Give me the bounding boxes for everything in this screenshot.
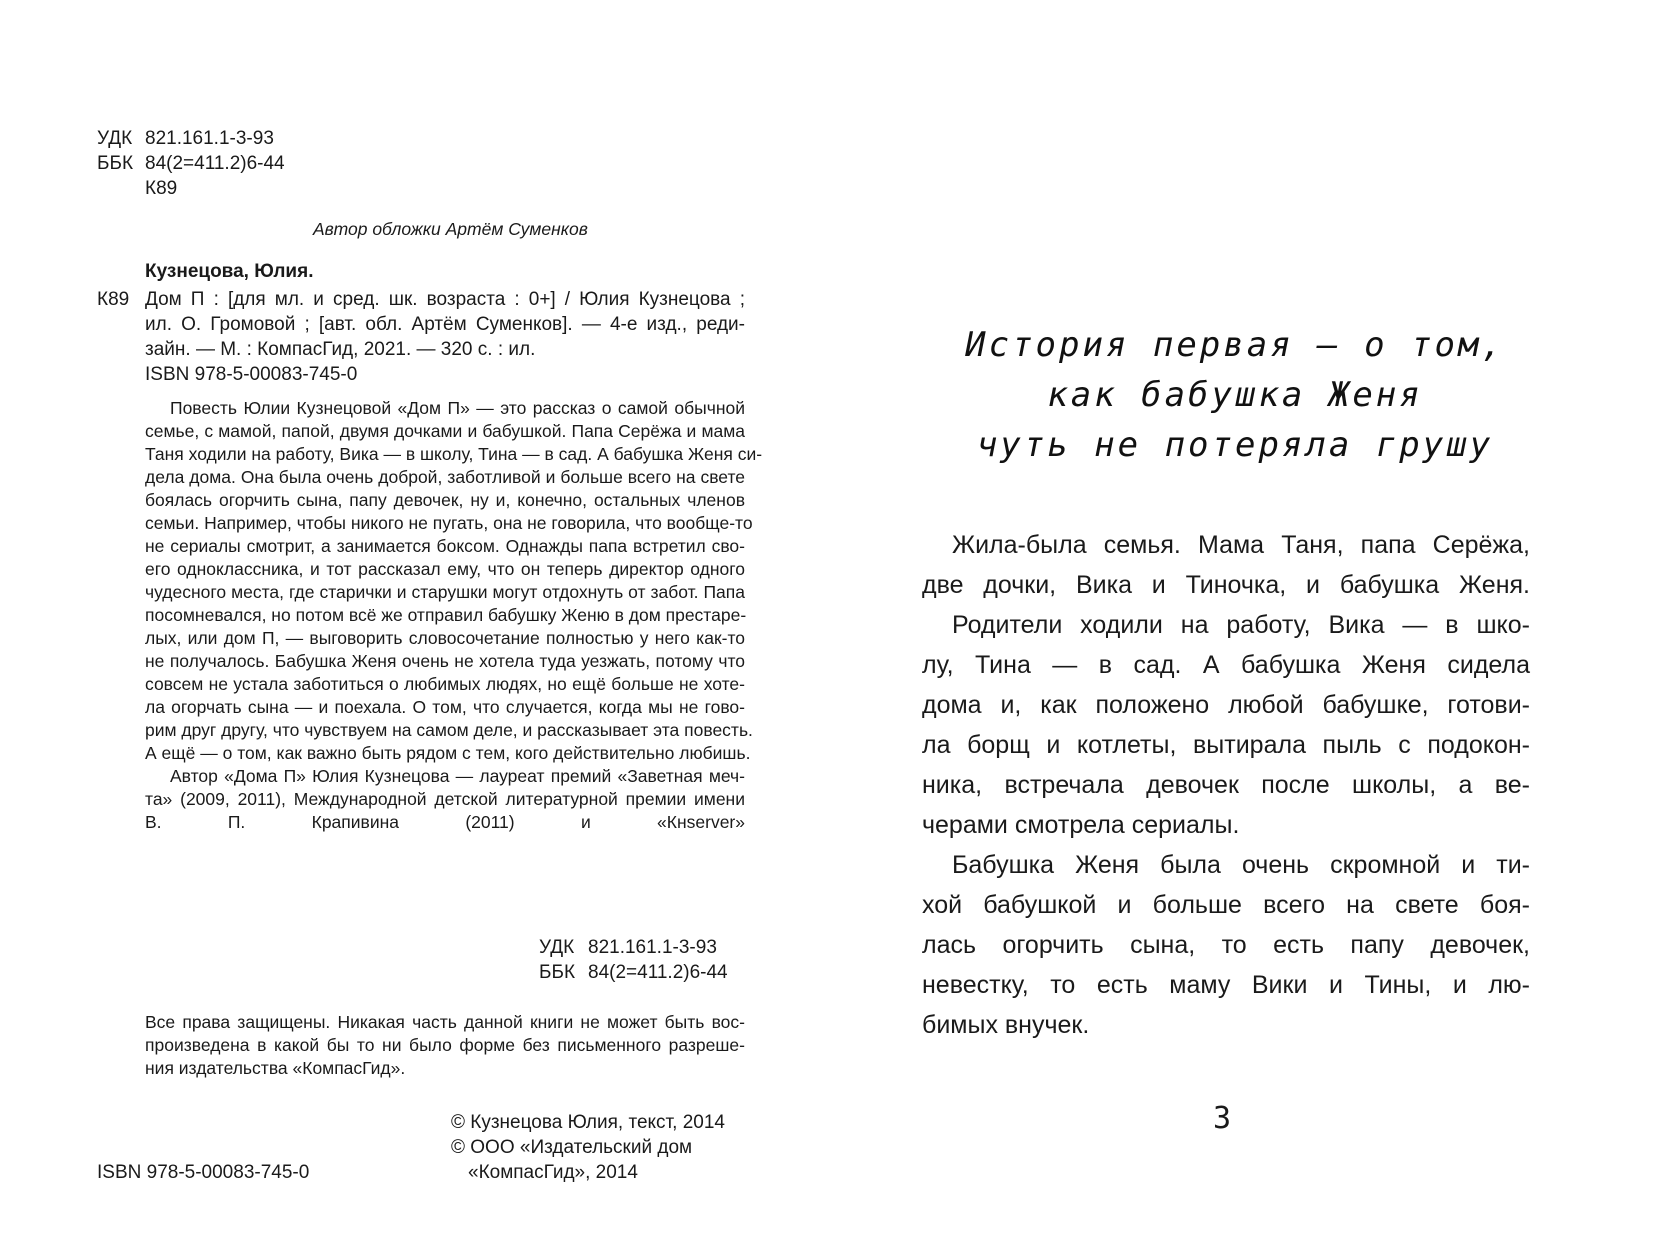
rights-line: произведена в какой бы то ни было форме без письменного разреше- [145, 1035, 745, 1055]
story-line: две дочки, Вика и Тиночка, и бабушка Женя. [922, 571, 1530, 599]
annotation-line: не сериалы смотрит, а занимается боксом. Однажды папа встретил сво- [145, 536, 745, 556]
bib-author: Кузнецова, Юлия. [145, 261, 314, 282]
bib-line: зайн. — М. : КомпасГид, 2021. — 320 с. : ил. [145, 339, 536, 360]
cover-credit: Автор обложки Артём Суменков [313, 219, 588, 239]
annotation-line: боялась огорчить сына, папу девочек, ну и, конечно, остальных членов [145, 490, 745, 510]
annotation-line: совсем не устала заботиться о любимых людях, но ещё больше не хоте- [145, 674, 745, 694]
chapter-heading-line: История первая — о том, [965, 325, 1505, 365]
annotation-line: семье, с мамой, папой, двумя дочками и бабушкой. Папа Серёжа и мама [145, 421, 745, 441]
annotation-line: ла огорчать сына — и поехала. О том, что случается, когда мы не гово- [145, 697, 745, 717]
annotation-line: Таня ходили на работу, Вика — в школу, Тина — в сад. А бабушка Женя си- [145, 444, 763, 464]
story-line: лась огорчить сына, то есть папу девочек, [922, 931, 1530, 959]
bib-line: ил. О. Громовой ; [авт. обл. Артём Суменков]. — 4-е изд., реди- [145, 314, 745, 335]
bib-line: Дом П : [для мл. и сред. шк. возраста : 0+] / Юлия Кузнецова ; [145, 289, 745, 310]
story-line: дома и, как положено любой бабушке, готови- [922, 691, 1530, 719]
chapter-heading-line: как бабушка Женя [1047, 375, 1423, 415]
bbk-value-bottom: 84(2=411.2)6-44 [588, 962, 728, 983]
story-line: черами смотрела сериалы. [922, 811, 1240, 839]
annotation-line: его одноклассника, и тот рассказал ему, что он теперь директор одного [145, 559, 745, 579]
story-line: Жила-была семья. Мама Таня, папа Серёжа, [952, 531, 1530, 559]
story-line: лу, Тина — в сад. А бабушка Женя сидела [922, 651, 1530, 679]
bbk-label: ББК [97, 153, 134, 174]
annotation-line: Повесть Юлии Кузнецовой «Дом П» — это рассказ о самой обычной [170, 398, 745, 418]
annotation-line: лых, или дом П, — выговорить словосочетание полностью у него как-то [145, 628, 745, 648]
story-line: Родители ходили на работу, Вика — в шко- [952, 611, 1530, 639]
udk-label-bottom: УДК [539, 937, 575, 958]
udk-label: УДК [97, 128, 133, 149]
annotation-line: семьи. Например, чтобы никого не пугать, она не говорила, что вообще-то [145, 513, 753, 533]
story-line: Бабушка Женя была очень скромной и ти- [952, 851, 1530, 879]
annotation-line: дела дома. Она была очень доброй, заботливой и больше всего на свете [145, 467, 745, 487]
annotation-line: Автор «Дома П» Юлия Кузнецова — лауреат премий «Заветная меч- [170, 766, 745, 786]
udk-value-bottom: 821.161.1-3-93 [588, 937, 717, 958]
bib-isbn: ISBN 978-5-00083-745-0 [145, 364, 358, 385]
annotation-line: посомневался, но потом всё же отправил бабушку Женю в дом престаре- [145, 605, 747, 625]
copyright-line: «КомпасГид», 2014 [468, 1162, 638, 1183]
annotation-line: В. П. Крапивина (2011) и «Кнserver» [145, 812, 745, 832]
rights-line: Все права защищены. Никакая часть данной книги не может быть вос- [145, 1012, 745, 1032]
annotation-line: та» (2009, 2011), Международной детской литературной премии имени [145, 789, 745, 809]
story-line: невестку, то есть маму Вики и Тины, и лю- [922, 971, 1530, 999]
annotation-line: рим друг другу, что чувствуем на самом деле, и рассказывает эта повесть. [145, 720, 753, 740]
story-line: ла борщ и котлеты, вытирала пыль с подокон- [922, 731, 1530, 759]
udk-value: 821.161.1-3-93 [145, 128, 274, 149]
story-line: бимых внучек. [922, 1011, 1090, 1039]
story-line: ника, встречала девочек после школы, а ве- [922, 771, 1530, 799]
bib-mark: К89 [97, 289, 130, 310]
annotation-line: А ещё — о том, как важно быть рядом с тем, кого действительно любишь. [145, 743, 751, 763]
author-mark: К89 [145, 178, 178, 199]
annotation-line: чудесного места, где старички и старушки могут отдохнуть от забот. Папа [145, 582, 745, 602]
copyright-line: © ООО «Издательский дом [451, 1137, 693, 1158]
page-number: 3 [1213, 1101, 1232, 1136]
annotation-line: не получалось. Бабушка Женя очень не хотела туда уезжать, потому что [145, 651, 745, 671]
chapter-heading-line: чуть не потеряла грушу [976, 425, 1494, 465]
bbk-label-bottom: ББК [539, 962, 576, 983]
copyright-line: © Кузнецова Юлия, текст, 2014 [451, 1112, 725, 1133]
isbn-bottom: ISBN 978-5-00083-745-0 [97, 1162, 310, 1183]
rights-line: ния издательства «КомпасГид». [145, 1058, 406, 1078]
story-line: хой бабушкой и больше всего на свете боя- [922, 891, 1530, 919]
bbk-value: 84(2=411.2)6-44 [145, 153, 285, 174]
